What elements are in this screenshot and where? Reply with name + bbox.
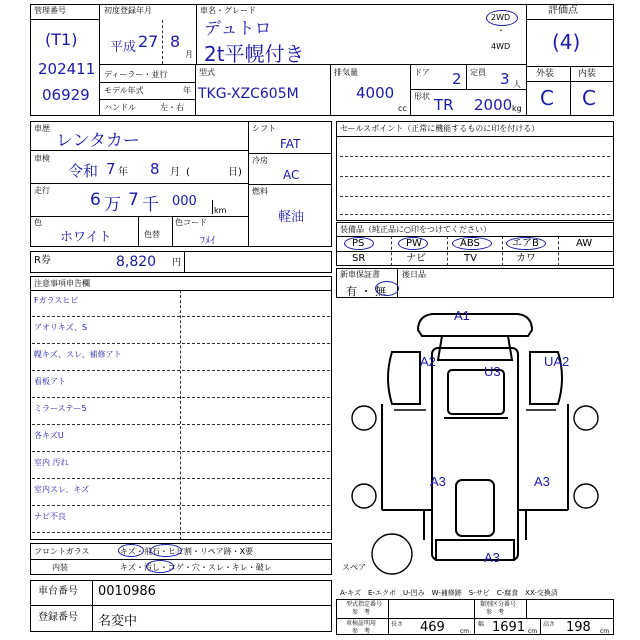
glass-label: フロントガラス — [34, 547, 90, 556]
dims-cert-ref: 参 考 — [352, 628, 371, 635]
divider — [30, 605, 332, 606]
warranty-label: 新車保証書 — [340, 270, 380, 279]
divider — [397, 268, 398, 298]
divider — [526, 4, 527, 116]
dims-height-unit: cm — [600, 628, 610, 635]
dims-type-ref: 参 考 — [352, 609, 371, 616]
dims-width-label: 幅 — [478, 621, 485, 628]
owner-manual-label: 後日品 — [402, 270, 426, 279]
color-code-value: ﾌﾒｲ — [200, 236, 215, 247]
note-item: 看板アト — [34, 377, 66, 386]
selling-line — [340, 214, 610, 215]
equip-abs: ABS — [460, 238, 480, 249]
first-registration-label: 初度登録年月 — [104, 6, 152, 15]
divider — [466, 64, 467, 89]
divider — [410, 64, 411, 116]
notes-label: 注意事項申告欄 — [34, 279, 90, 288]
divider — [474, 599, 475, 635]
load-value: 2000 — [474, 96, 513, 114]
divider — [180, 290, 181, 540]
mark-a1: A1 — [454, 308, 470, 323]
model-year-label: モデル年式 — [104, 86, 144, 95]
divider — [184, 251, 185, 273]
exterior-label: 外装 — [536, 69, 555, 79]
divider — [30, 559, 332, 560]
dims-height-label: 高さ — [543, 621, 556, 628]
glass-circle-1 — [118, 544, 144, 557]
mark-a3-left: A3 — [430, 474, 446, 489]
interior-row-value: キズ・汚し・コゲ・穴・スレ・キレ・破レ — [120, 563, 272, 572]
car-name-label: 車名・グレード — [200, 6, 256, 15]
equip-aw: AW — [576, 238, 593, 249]
divider — [570, 66, 571, 116]
shift-value: FAT — [280, 137, 301, 151]
divider — [30, 19, 100, 20]
inspection-label: 車検 — [34, 154, 50, 163]
note-line — [32, 532, 330, 533]
handle-label: ハンドル — [104, 103, 136, 112]
capacity-unit: 人 — [513, 80, 521, 89]
note-line — [32, 505, 330, 506]
ac-value: AC — [283, 168, 300, 182]
divider — [526, 19, 614, 20]
interior-circle — [146, 560, 174, 573]
vehicle-damage-diagram — [336, 300, 614, 585]
dims-width-unit: cm — [528, 628, 538, 635]
divider — [30, 290, 332, 291]
mileage-label: 走行 — [34, 186, 50, 195]
equip-navi: ナビ — [406, 253, 426, 264]
dims-length-label: 長さ — [391, 621, 404, 628]
shift-label: シフト — [252, 124, 276, 133]
mark-ua2: UA2 — [544, 354, 570, 369]
glass-value: キズ・飛石・ヒビ割・リペア跡・X要 — [120, 547, 254, 556]
selling-line — [340, 196, 610, 197]
divider — [30, 150, 248, 151]
recycle-label: R券 — [34, 255, 51, 266]
color-label: 色 — [34, 218, 42, 227]
load-unit: kg — [512, 104, 522, 113]
divider — [172, 216, 173, 247]
equip-airbag-circle — [506, 237, 546, 250]
divider — [248, 153, 332, 154]
inspection-era: 令和 — [68, 162, 99, 180]
model-value: TKG-XZC605M — [198, 86, 299, 102]
dims-width: 1691 — [492, 620, 526, 635]
mgmt-code: (T1) — [45, 30, 78, 49]
reg-era: 平成 — [110, 40, 137, 55]
note-line — [32, 478, 330, 479]
mgmt-label: 管理番号 — [34, 6, 66, 15]
divider — [30, 216, 248, 217]
equipment-label: 装備品（純正品に○印をつけてください） — [340, 225, 491, 234]
drive-dot: ・ — [497, 26, 505, 35]
divider — [212, 200, 213, 214]
mark-u3: U3 — [484, 364, 501, 379]
mileage-unit: km — [214, 206, 227, 215]
divider — [336, 136, 614, 137]
divider — [558, 236, 559, 266]
note-item: 室内スレ、キズ — [34, 485, 90, 494]
note-item: ナビ不良 — [34, 512, 66, 521]
divider — [410, 89, 526, 90]
divider — [526, 599, 527, 618]
mileage-sen-unit: 千 — [142, 195, 159, 215]
divider — [447, 236, 448, 266]
divider — [30, 183, 248, 184]
divider — [99, 99, 195, 100]
dims-length-unit: cm — [460, 628, 470, 635]
spare-label: スペア — [342, 563, 366, 572]
note-item: Fガラスヒビ — [34, 296, 79, 305]
damage-legend: A-キズ E-エクボ U-凹み W-補修跡 S-サビ C-腐食 XX-交換済 — [340, 589, 558, 597]
selling-line — [340, 156, 610, 157]
cc-label: 排気量 — [334, 68, 358, 77]
drive-2wd: 2WD — [491, 13, 511, 22]
recycle-value: 8,820 — [116, 254, 157, 270]
chassis-value: 0010986 — [98, 584, 156, 599]
mileage-man: 6 — [90, 190, 101, 210]
equip-ps-circle — [344, 237, 374, 250]
dims-length: 469 — [420, 620, 445, 635]
dims-cert-label: 車検証明用 — [346, 620, 377, 627]
divider — [502, 236, 503, 266]
color-value: ホワイト — [60, 230, 112, 245]
rating-score: (4) — [552, 30, 581, 54]
car-grade: 2t平幌付き — [204, 42, 305, 66]
divider — [248, 184, 332, 185]
color-code-label: 色コード — [175, 218, 207, 227]
mgmt-number-2: 06929 — [42, 86, 90, 104]
equip-abs-circle — [452, 237, 492, 250]
dims-class-ref: 参 考 — [486, 609, 505, 616]
inspection-month-unit: 月 — [170, 167, 180, 178]
divider — [391, 236, 392, 266]
interior-label: 内装 — [578, 69, 597, 79]
divider — [330, 64, 331, 116]
interior-row-label: 内装 — [52, 563, 68, 572]
selling-line — [340, 176, 610, 177]
fuel-value: 軽油 — [278, 210, 305, 225]
mark-a3-rear: A3 — [484, 550, 500, 565]
door-value: 2 — [452, 70, 462, 88]
warranty-value: 有 ・ 無 — [346, 285, 386, 298]
history-label: 車歴 — [34, 124, 50, 133]
warranty-circle — [375, 281, 399, 296]
model-label: 型式 — [199, 68, 215, 77]
registration-value: 名変中 — [98, 614, 138, 629]
divider — [526, 81, 614, 82]
inspection-year: 7 — [106, 160, 116, 178]
equip-leather: カワ — [516, 253, 536, 264]
rating-label: 評価点 — [548, 5, 578, 16]
divider — [138, 216, 139, 247]
mark-a3-right: A3 — [534, 474, 550, 489]
equip-ps: PS — [352, 238, 365, 249]
registration-label: 登録番号 — [38, 612, 78, 623]
interior-grade: C — [582, 86, 596, 110]
mileage-man-unit: 万 — [104, 195, 121, 215]
mark-a2: A2 — [420, 354, 436, 369]
inspection-year-unit: 年 — [118, 167, 128, 178]
divider — [336, 251, 614, 252]
ac-label: 冷房 — [252, 156, 268, 165]
car-name: デュトロ — [204, 19, 272, 39]
divider — [388, 599, 389, 635]
glass-circle-2 — [150, 544, 182, 557]
shape-label: 形状 — [414, 92, 430, 101]
dealer-label: ディーラー・並行 — [104, 70, 168, 79]
equip-tv: TV — [464, 253, 477, 264]
note-item: ミラーステー5 — [34, 404, 87, 413]
mgmt-number-1: 202411 — [38, 60, 96, 78]
mileage-sen: 7 — [128, 190, 139, 210]
equip-airbag: エアB — [512, 238, 539, 249]
equip-sr: SR — [352, 253, 366, 264]
divider — [196, 4, 197, 64]
note-line — [32, 397, 330, 398]
divider — [336, 618, 614, 619]
divider — [92, 580, 93, 632]
equip-pw: PW — [406, 238, 422, 249]
cc-unit: cc — [398, 104, 407, 113]
note-item: 幌キズ、スレ、補修アト — [34, 350, 122, 359]
exterior-grade: C — [540, 86, 554, 110]
history-value: レンタカー — [56, 131, 140, 151]
dims-height: 198 — [566, 620, 591, 635]
divider — [162, 20, 163, 64]
color-swatch-label: 色替 — [144, 230, 160, 239]
equip-pw-circle — [398, 237, 428, 250]
note-line — [32, 451, 330, 452]
inspection-day-unit: 日) — [228, 167, 242, 178]
door-label: ドア — [414, 68, 430, 77]
note-line — [32, 424, 330, 425]
capacity-label: 定員 — [470, 68, 486, 77]
dims-class-label: 類別区分番号 — [480, 601, 517, 608]
inspection-paren-open: ( — [186, 167, 190, 178]
recycle-unit: 円 — [172, 258, 182, 268]
divider — [99, 64, 526, 65]
divider — [540, 618, 541, 635]
note-item: 室内 汚れ — [34, 458, 69, 467]
shape-value: TR — [434, 96, 454, 114]
note-line — [32, 316, 330, 317]
note-item: 各キズU — [34, 431, 64, 440]
capacity-value: 3 — [500, 70, 510, 88]
note-line — [32, 370, 330, 371]
chassis-label: 車台番号 — [38, 586, 78, 597]
reg-month-unit: 月 — [185, 50, 193, 59]
selling-points-label: セールスポイント（正常に機能するものに印を付ける） — [340, 124, 540, 133]
divider — [99, 82, 195, 83]
fuel-label: 燃料 — [252, 187, 268, 196]
drive-4wd: 4WD — [491, 42, 511, 51]
note-line — [32, 343, 330, 344]
mileage-rest: 000 — [172, 194, 197, 209]
inspection-month: 8 — [150, 160, 160, 178]
cc-value: 4000 — [356, 84, 395, 102]
note-item: アオリキズ、S — [34, 323, 88, 332]
model-year-unit: 年 — [183, 86, 191, 95]
dims-type-label: 型式指定番号 — [346, 601, 383, 608]
divider — [195, 64, 196, 116]
reg-year: 27 — [138, 32, 159, 51]
handle-value: 左・右 — [160, 103, 184, 112]
reg-month: 8 — [170, 32, 181, 51]
